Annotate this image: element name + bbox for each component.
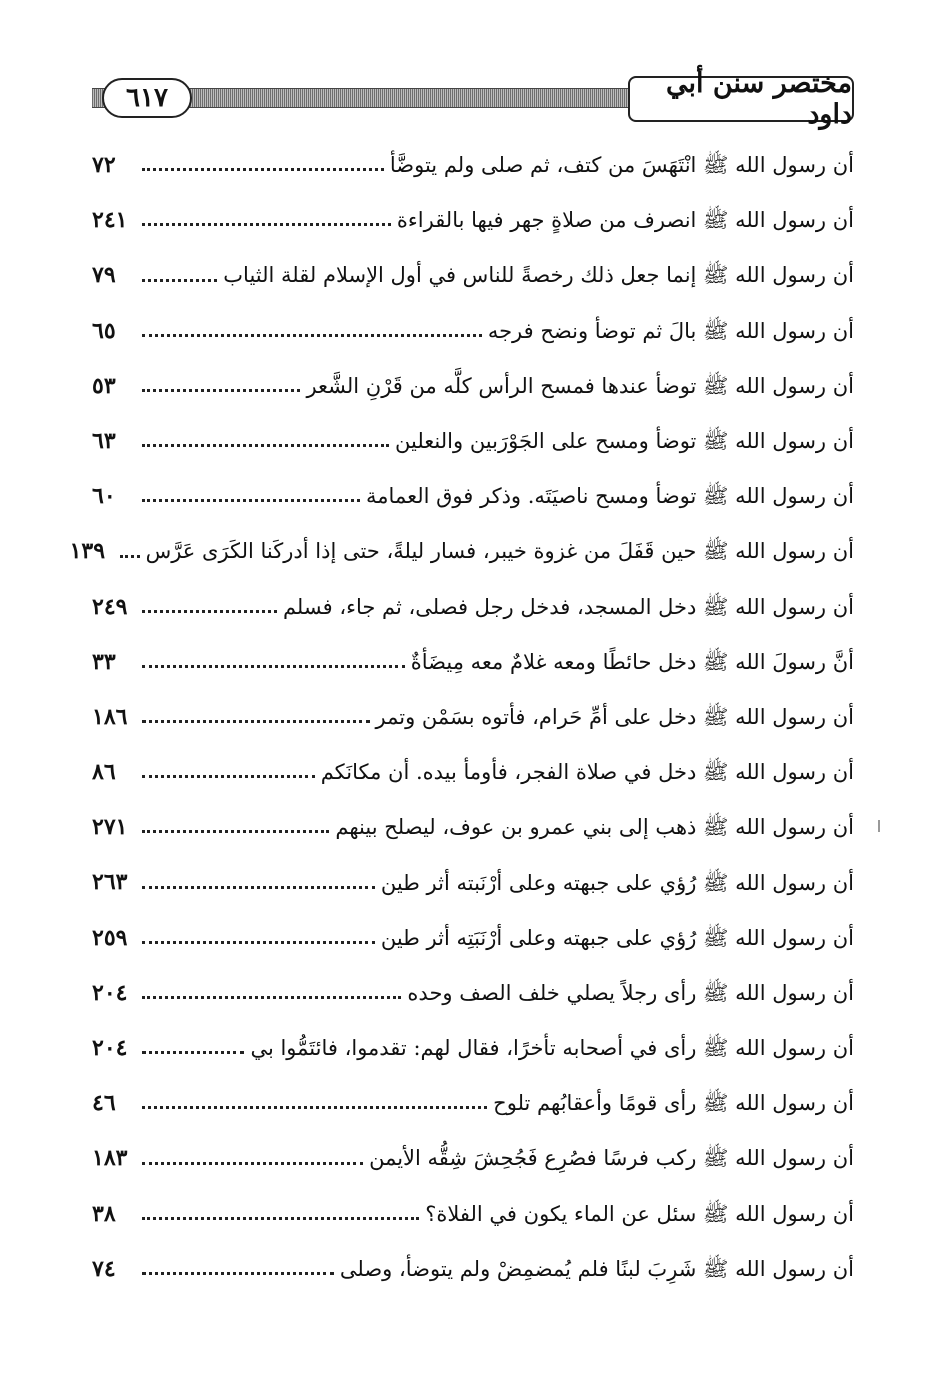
entry-page-number: ٦٣ [92, 427, 116, 454]
entry-text: أن رسول الله ﷺ توضأ ومسح على الجَوْرَبين والنعلين [395, 429, 854, 454]
page-number: ٦١٧ [102, 78, 192, 118]
index-entry [92, 183, 854, 238]
dot-leader [142, 444, 389, 447]
entry-text: أن رسول الله ﷺ إنما جعل ذلك رخصةً للناس في أول الإسلام لقلة الثياب [223, 263, 854, 288]
dot-leader [142, 223, 391, 226]
entry-page-number: ٧٢ [92, 152, 116, 178]
index-entry [92, 459, 854, 514]
entry-text: أن رسول الله ﷺ ركب فرسًا فصُرِع فَجُحِشَ شِقُّه الأيمن [369, 1146, 854, 1171]
dot-leader [142, 499, 360, 502]
index-entry [92, 625, 854, 680]
index-entry [69, 514, 854, 569]
index-entry [92, 1011, 854, 1066]
index-entry [92, 1177, 854, 1232]
dot-leader [120, 555, 140, 558]
scan-mark [878, 820, 880, 832]
entry-text: أن رسول الله ﷺ توضأ عندها فمسح الرأس كلَّه من قَرْنِ الشَّعر [306, 373, 854, 398]
entry-text: أن رسول الله ﷺ دخل في صلاة الفجر، فأومأ بيده. أن مكانَكم [320, 760, 854, 785]
dot-leader [142, 1272, 334, 1275]
entry-page-number: ١٣٩ [69, 538, 106, 565]
entry-text: أن رسول الله ﷺ بالَ ثم توضأ ونضح فرجه [487, 318, 854, 343]
entry-text: أن رسول الله ﷺ رُؤي على جبهته وعلى أرْنَبَتِه أثر طين [380, 925, 854, 950]
entry-text: أن رسول الله ﷺ رُؤي على جبهته وعلى أرْنَبته أثر طين [380, 870, 854, 895]
page-header [92, 68, 854, 130]
entry-page-number: ١٨٣ [92, 1145, 128, 1172]
index-entry [92, 1066, 854, 1121]
dot-leader [142, 720, 370, 723]
entry-text: أن رسول الله ﷺ توضأ ومسح ناصيَتَه. وذكر فوق العمامة [366, 484, 854, 509]
entry-text: أن رسول الله ﷺ سئل عن الماء يكون في الفلاة؟ [425, 1201, 854, 1226]
index-entry [92, 128, 854, 183]
entry-text: أن رسول الله ﷺ رأى رجلاً يصلي خلف الصف وحده [407, 980, 854, 1005]
entry-page-number: ٣٣ [92, 648, 116, 675]
entry-text: أنَّ رسولَ الله ﷺ دخل حائطًا ومعه غلامٌ معه مِيضَأةٌ [410, 649, 854, 674]
entry-page-number: ١٨٦ [92, 703, 128, 730]
index-entry [92, 901, 854, 956]
book-title: مختصر سنن أبي داود [628, 76, 854, 122]
index-entry [92, 1121, 854, 1176]
entry-text: أن رسول الله ﷺ دخل المسجد، فدخل رجل فصلى، ثم جاء، فسلم [282, 594, 854, 619]
entry-page-number: ٧٩ [92, 262, 116, 289]
index-entry [92, 294, 854, 349]
entry-page-number: ٣٨ [92, 1200, 116, 1227]
dot-leader [142, 279, 217, 282]
dot-leader [142, 1106, 487, 1109]
dot-leader [142, 168, 384, 171]
dot-leader [142, 996, 401, 999]
entry-text: أن رسول الله ﷺ ذهب إلى بني عمرو بن عوف، ليصلح بينهم [335, 815, 854, 840]
dot-leader [142, 1051, 244, 1054]
dot-leader [142, 665, 405, 668]
dot-leader [142, 886, 375, 889]
entry-page-number: ٢٠٤ [92, 979, 128, 1006]
entry-page-number: ٢٠٤ [92, 1035, 128, 1061]
dot-leader [142, 610, 277, 613]
entry-page-number: ٧٤ [92, 1255, 116, 1282]
entry-text: أن رسول الله ﷺ حين قَفَلَ من غزوة خيبر، فسار ليلةً، حتى إذا أدركَنا الكَرَى عَرَّس [145, 539, 854, 564]
entry-page-number: ٢٤١ [92, 207, 128, 234]
dot-leader [142, 941, 375, 944]
entry-text: أن رسول الله ﷺ شَرِبَ لبنًا فلم يُمضمِضْ ولم يتوضأ، وصلى [339, 1256, 854, 1281]
entry-text: أن رسول الله ﷺ انصرف من صلاةٍ جهر فيها بالقراءة [396, 208, 854, 233]
index-list [69, 128, 854, 1287]
index-entry [92, 680, 854, 735]
index-entry [92, 735, 854, 790]
index-entry [92, 790, 854, 845]
entry-page-number: ٨٦ [92, 759, 116, 786]
entry-text: أن رسول الله ﷺ رأى قومًا وأعقابُهم تلوح [493, 1091, 854, 1116]
index-entry [92, 845, 854, 900]
index-entry [92, 404, 854, 459]
index-entry [92, 1232, 854, 1287]
index-entry [92, 570, 854, 625]
dot-leader [142, 334, 482, 337]
entry-text: أن رسول الله ﷺ دخل على أمِّ حَرام، فأتوه بسَمْن وتمر [375, 704, 854, 729]
dot-leader [142, 830, 329, 833]
index-entry [92, 956, 854, 1011]
entry-page-number: ٤٦ [92, 1090, 116, 1117]
entry-text: أن رسول الله ﷺ رأى في أصحابه تأخرًا، فقال لهم: تقدموا، فائتَمُّوا بي [250, 1036, 854, 1061]
dot-leader [142, 1217, 419, 1220]
entry-page-number: ٢٧١ [92, 814, 128, 841]
entry-page-number: ٦٥ [92, 317, 116, 344]
entry-page-number: ٢٤٩ [92, 593, 128, 620]
entry-page-number: ٥٣ [92, 372, 116, 399]
dot-leader [142, 1162, 363, 1165]
dot-leader [142, 389, 300, 392]
index-entry [92, 349, 854, 404]
entry-page-number: ٦٠ [92, 483, 116, 510]
dot-leader [142, 775, 315, 778]
entry-text: أن رسول الله ﷺ انْتَهَسَ من كتف، ثم صلى ولم يتوضَّأ [389, 153, 854, 178]
entry-page-number: ٢٦٣ [92, 869, 128, 896]
entry-page-number: ٢٥٩ [92, 924, 128, 951]
index-entry [92, 238, 854, 293]
